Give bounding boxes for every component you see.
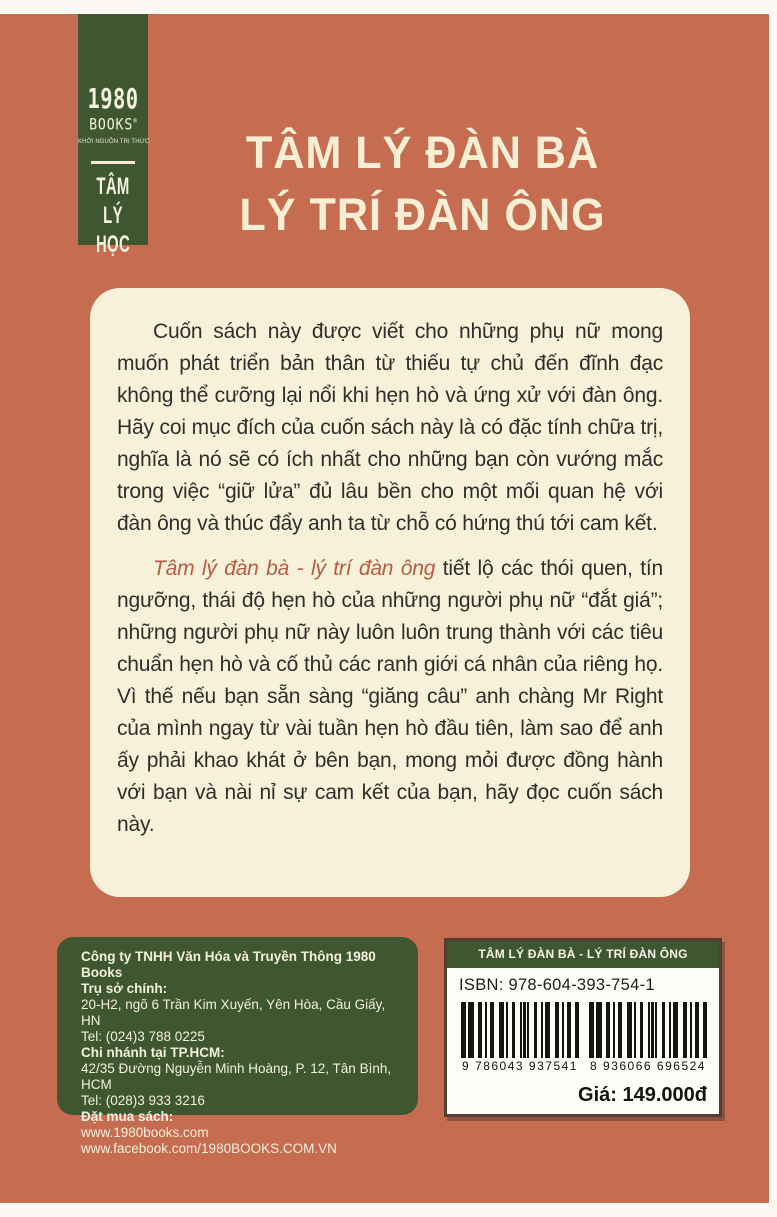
barcode-bars-icon bbox=[461, 1002, 579, 1058]
barcode-row bbox=[447, 995, 719, 1073]
category-line-1: TÂM LÝ bbox=[96, 173, 130, 229]
logo-books-text: BOOKS bbox=[89, 114, 134, 134]
publisher-hq-address: 20-H2, ngõ 6 Trần Kim Xuyến, Yên Hòa, Cầu Giấy, HN bbox=[81, 997, 386, 1028]
barcode-panel-title: TÂM LÝ ĐÀN BÀ - LÝ TRÍ ĐÀN ÔNG bbox=[447, 941, 719, 968]
barcode-right-digits: 8 936066 696524 bbox=[590, 1059, 706, 1073]
publisher-hq-label: Trụ sở chính: bbox=[81, 981, 168, 996]
publisher-branch-label: Chi nhánh tại TP.HCM: bbox=[81, 1045, 225, 1060]
barcode-left-digits: 9 786043 937541 bbox=[462, 1059, 578, 1073]
cover-background bbox=[0, 14, 769, 1203]
publisher-company: Công ty TNHH Văn Hóa và Truyền Thông 1980 Books bbox=[81, 949, 376, 980]
barcode-left bbox=[461, 1002, 579, 1073]
inline-book-title: Tâm lý đàn bà - lý trí đàn ông bbox=[153, 557, 436, 580]
publisher-facebook: www.facebook.com/1980BOOKS.COM.VN bbox=[81, 1141, 337, 1156]
logo-1980: 1980 bbox=[87, 82, 139, 115]
title-line-1: TÂM LÝ ĐÀN BÀ bbox=[245, 127, 600, 178]
banner-divider bbox=[91, 161, 135, 164]
publisher-branch-tel: Tel: (028)3 933 3216 bbox=[81, 1093, 205, 1108]
barcode-right bbox=[589, 1002, 707, 1073]
blurb-paragraph-2 bbox=[117, 553, 663, 841]
isbn-text: ISBN: 978-604-393-754-1 bbox=[459, 976, 655, 994]
publisher-website: www.1980books.com bbox=[81, 1125, 209, 1140]
publisher-hq-tel: Tel: (024)3 788 0225 bbox=[81, 1029, 205, 1044]
publisher-branch-address: 42/35 Đường Nguyễn Minh Hoàng, P. 12, Tân Bình, HCM bbox=[81, 1061, 392, 1092]
title-line-2: LÝ TRÍ ĐÀN ÔNG bbox=[239, 189, 606, 240]
publisher-info-card bbox=[57, 937, 418, 1156]
brand-tagline: KHỞI NGUỒN TRI THỨC bbox=[78, 139, 150, 145]
logo-books bbox=[82, 115, 144, 134]
blurb-card bbox=[90, 288, 690, 897]
publisher-order-label: Đặt mua sách: bbox=[81, 1109, 174, 1124]
category-line-2: HỌC bbox=[95, 231, 131, 258]
price-label: Giá: 149.000đ bbox=[578, 1084, 707, 1106]
barcode-panel bbox=[444, 938, 722, 1117]
publisher-brand-banner bbox=[78, 14, 150, 258]
registered-mark: ® bbox=[133, 116, 137, 126]
blurb-paragraph-2-text: tiết lộ các thói quen, tín ngưỡng, thái độ hẹn hò của những người phụ nữ “đắt giá”; những người phụ nữ này luôn luôn trung thành với các tiêu chuẩn hẹn hò và cố thủ các ranh giới cá nhân của riêng họ. Vì thế nếu bạn sẵn sàng “giăng câu” anh chàng Mr Right của mình ngay từ vài tuần hẹn hò đầu tiên, làm sao để anh ấy phải khao khát ở bên bạn, mong mỏi được đồng hành với bạn và nài nỉ sự cam kết của bạn, hãy đọc cuốn sách này. bbox=[117, 557, 663, 836]
category-label bbox=[78, 172, 148, 259]
barcode-bars-icon bbox=[589, 1002, 707, 1058]
book-title bbox=[150, 122, 695, 246]
blurb-paragraph-1: Cuốn sách này được viết cho những phụ nữ mong muốn phát triển bản thân từ thiếu tự chủ đến đĩnh đạc không thể cưỡng lại nổi khi hẹn hò và ứng xử với đàn ông. Hãy coi mục đích của cuốn sách này là có đặc tính chữa trị, nghĩa là nó sẽ có ích nhất cho những bạn còn vướng mắc trong việc “giữ lửa” đủ lâu bền cho một mối quan hệ với đàn ông và thúc đẩy anh ta từ chỗ có hứng thú tới cam kết. bbox=[117, 320, 663, 535]
